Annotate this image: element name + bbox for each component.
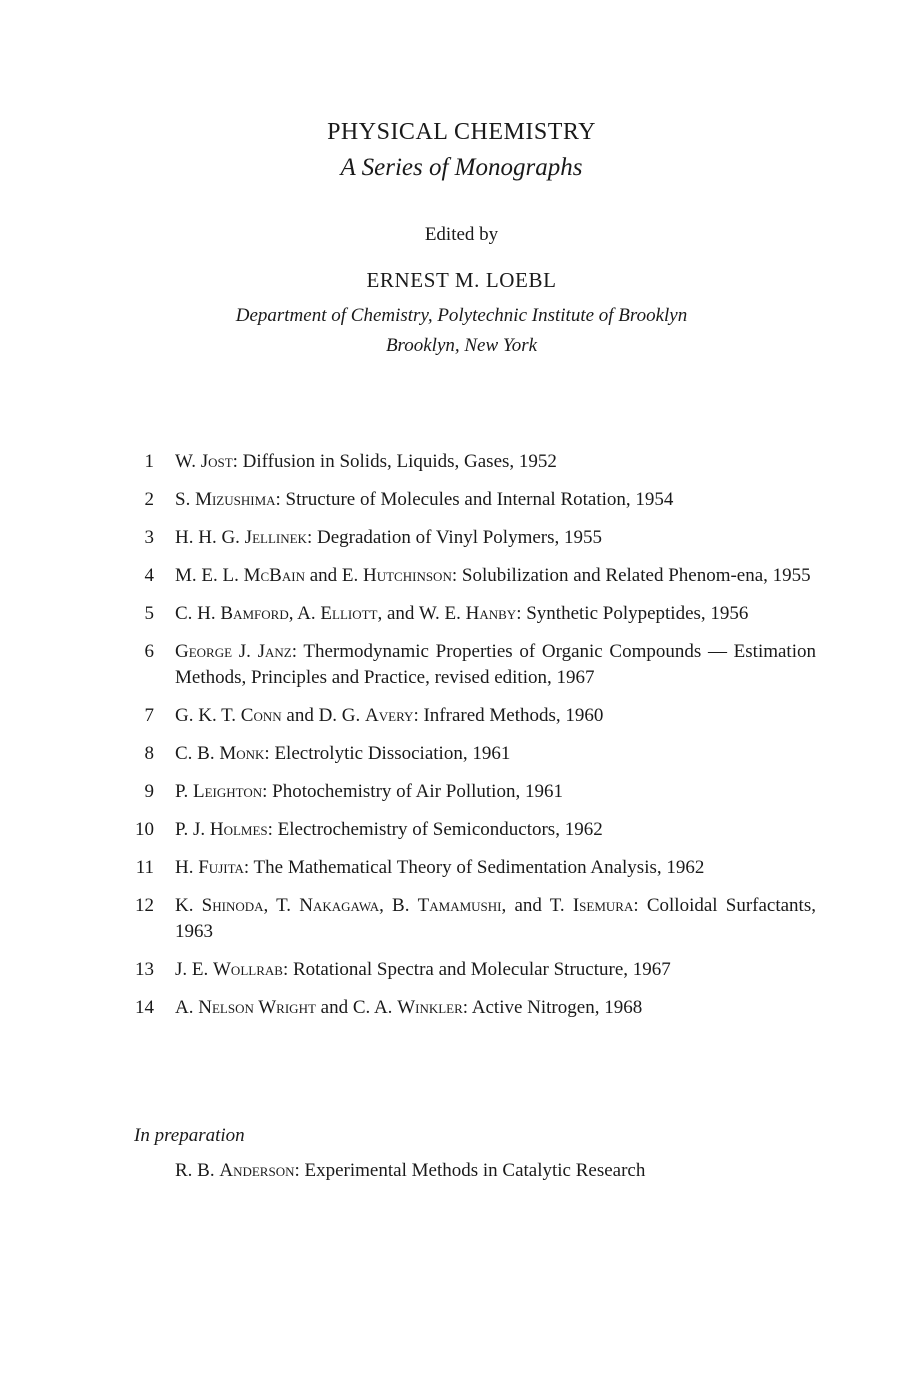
edited-by-label: Edited by xyxy=(424,224,499,245)
in-preparation-item: R. B. Anderson: Experimental Methods in Catalytic Research xyxy=(175,1160,646,1181)
volume-text: K. Shinoda, T. Nakagawa, B. Tamamushi, and T. Isemura: Colloidal Surfactants, 1963 xyxy=(175,895,816,942)
series-subtitle: A Series of Monographs xyxy=(340,154,583,181)
volume-entry xyxy=(0,855,923,881)
author-name: Leighton xyxy=(192,781,263,802)
volume-number: 13 xyxy=(135,959,154,980)
author-name: Fujita xyxy=(198,857,244,878)
volume-text: A. Nelson Wright and C. A. Winkler: Active Nitrogen, 1968 xyxy=(175,997,643,1018)
editor-affiliation: Department of Chemistry, Polytechnic Institute of Brooklyn xyxy=(235,305,688,326)
volume-number: 1 xyxy=(144,451,154,472)
volume-entry xyxy=(0,525,923,551)
volume-text: W. Jost: Diffusion in Solids, Liquids, Gases, 1952 xyxy=(175,451,557,472)
volume-number: 14 xyxy=(135,997,154,1018)
volume-text: George J. Janz: Thermodynamic Properties of Organic Compounds — Estimation Methods, Principles and Practice, revised edition, 1967 xyxy=(175,641,816,688)
author-name: Nelson Wright xyxy=(198,997,316,1018)
volume-number: 4 xyxy=(144,565,154,586)
editor-location: Brooklyn, New York xyxy=(385,335,538,356)
volume-number: 2 xyxy=(144,489,154,510)
in-preparation-label: In preparation xyxy=(134,1125,245,1146)
volume-number: 11 xyxy=(135,857,154,878)
volume-text: M. E. L. McBain and E. Hutchinson: Solubilization and Related Phenom-ena, 1955 xyxy=(175,565,811,586)
author-name: Jost xyxy=(200,451,233,472)
volume-entry xyxy=(0,563,923,589)
volume-number: 9 xyxy=(144,781,154,802)
volume-entry xyxy=(0,957,923,983)
volume-text: J. E. Wollrab: Rotational Spectra and Molecular Structure, 1967 xyxy=(175,959,671,980)
author-name: Wollrab xyxy=(213,959,283,980)
volume-number: 10 xyxy=(135,819,154,840)
author-name: Elliott xyxy=(320,603,378,624)
volume-text: C. H. Bamford, A. Elliott, and W. E. Hanby: Synthetic Polypeptides, 1956 xyxy=(175,603,749,624)
volume-text: G. K. T. Conn and D. G. Avery: Infrared Methods, 1960 xyxy=(175,705,604,726)
author-name: Hanby xyxy=(465,603,517,624)
series-title: PHYSICAL CHEMISTRY xyxy=(327,119,596,145)
volume-text: C. B. Monk: Electrolytic Dissociation, 1961 xyxy=(175,743,511,764)
volume-entry xyxy=(0,779,923,805)
volume-list xyxy=(0,449,923,1033)
author-name: McBain xyxy=(243,565,305,586)
author-name: Conn xyxy=(240,705,282,726)
author-name: Anderson xyxy=(219,1160,295,1181)
author-name: Winkler xyxy=(397,997,463,1018)
author-name: Tamamushi xyxy=(417,895,502,916)
author-name: Isemura xyxy=(572,895,634,916)
volume-entry xyxy=(0,703,923,729)
author-name: Jellinek xyxy=(244,527,307,548)
volume-number: 7 xyxy=(144,705,154,726)
author-name: Holmes xyxy=(209,819,268,840)
volume-text: P. Leighton: Photochemistry of Air Pollution, 1961 xyxy=(175,781,563,802)
author-name: Monk xyxy=(219,743,265,764)
volume-text: H. H. G. Jellinek: Degradation of Vinyl Polymers, 1955 xyxy=(175,527,603,548)
author-name: Nakagawa xyxy=(299,895,380,916)
editor-name: ERNEST M. LOEBL xyxy=(366,268,557,292)
volume-entry xyxy=(0,487,923,513)
volume-number: 5 xyxy=(144,603,154,624)
author-name: Mizushima xyxy=(195,489,276,510)
author-name: Shinoda xyxy=(201,895,264,916)
volume-entry xyxy=(0,741,923,767)
volume-entry xyxy=(0,449,923,475)
author-name: Janz xyxy=(257,641,292,662)
author-name: Avery xyxy=(365,705,414,726)
volume-entry xyxy=(0,601,923,627)
volume-entry xyxy=(0,817,923,843)
volume-entry xyxy=(0,893,923,945)
volume-text: P. J. Holmes: Electrochemistry of Semiconductors, 1962 xyxy=(175,819,603,840)
author-name: Hutchinson xyxy=(363,565,452,586)
volume-text: H. Fujita: The Mathematical Theory of Sedimentation Analysis, 1962 xyxy=(175,857,705,878)
volume-number: 3 xyxy=(144,527,154,548)
volume-text: S. Mizushima: Structure of Molecules and Internal Rotation, 1954 xyxy=(175,489,674,510)
volume-number: 6 xyxy=(144,641,154,662)
volume-number: 12 xyxy=(135,895,154,916)
author-name: George xyxy=(175,641,233,662)
volume-entry xyxy=(0,639,923,691)
author-name: Bamford xyxy=(220,603,289,624)
volume-number: 8 xyxy=(144,743,154,764)
volume-entry xyxy=(0,995,923,1021)
